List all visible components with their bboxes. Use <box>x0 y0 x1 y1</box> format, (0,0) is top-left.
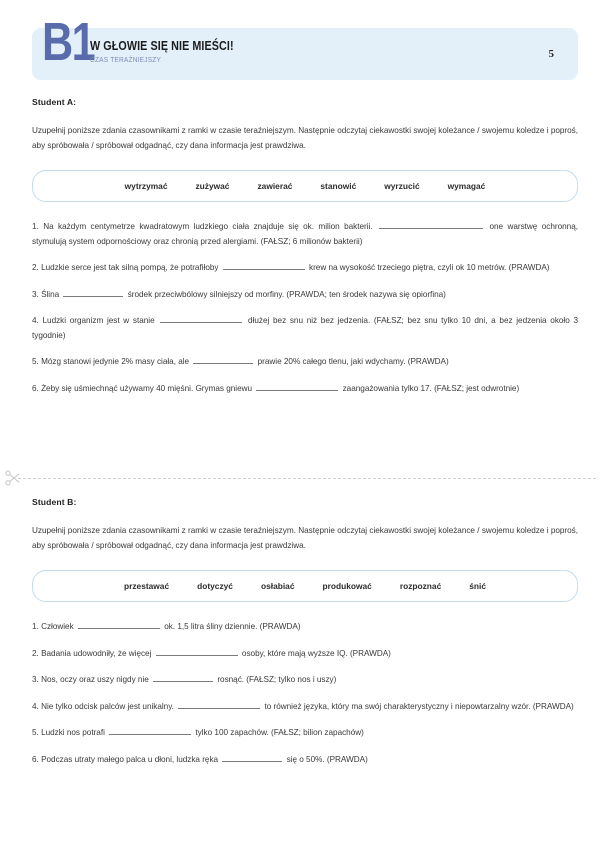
item-text-before: Ślina <box>41 289 60 299</box>
wordbank-word[interactable]: zawierać <box>257 181 293 191</box>
page-subtitle: CZAS TERAŹNIEJSZY <box>90 55 162 64</box>
item-number: 1. <box>32 222 39 231</box>
item-text-after: prawie 20% całego tlenu, jaki wdychamy. (PRAWDA) <box>257 357 449 366</box>
item-number: 4. <box>32 701 39 711</box>
wordbank-word[interactable]: produkować <box>322 581 372 591</box>
exercise-item <box>32 382 578 397</box>
item-number: 6. <box>32 754 39 764</box>
item-text-before: Nos, oczy oraz uszy nigdy nie <box>41 675 149 684</box>
answer-blank[interactable] <box>222 753 282 762</box>
item-number: 2. <box>32 648 39 658</box>
answer-blank[interactable] <box>223 261 305 270</box>
wordbank-word[interactable]: dotyczyć <box>197 581 233 591</box>
student-a-section <box>32 97 578 396</box>
item-number: 3. <box>32 289 39 299</box>
student-a-instructions: Uzupełnij poniższe zdania czasownikami z ramki w czasie teraźniejszym. Następnie odczytaj ciekawostki swojej koleżance / swojemu koledze i poproś, aby spróbowała / spróbował odgadnąć, czy dana informacja jest prawdziwa. <box>32 126 578 150</box>
student-a-items <box>32 220 578 396</box>
exercise-item <box>32 220 578 249</box>
wordbank-word[interactable]: wytrzymać <box>124 181 168 191</box>
answer-blank[interactable] <box>153 673 213 682</box>
item-number: 5. <box>32 728 39 737</box>
answer-blank[interactable] <box>78 620 160 629</box>
wordbank-word[interactable]: rozpoznać <box>399 581 442 591</box>
answer-blank[interactable] <box>109 726 191 735</box>
item-text-before: Żeby się uśmiechnąć używamy 40 mięśni. Grymas gniewu <box>41 383 253 393</box>
student-b-instructions: Uzupełnij poniższe zdania czasownikami z ramki w czasie teraźniejszym. Następnie odczytaj ciekawostki swojej koleżance / swojemu koledze i poproś, aby spróbowała / spróbował odgadnąć, czy dana informacja jest prawdziwa. <box>32 526 578 550</box>
item-text-after: środek przeciwbólowy silniejszy od morfiny. (PRAWDA; ten środek nazywa się opiorfina) <box>127 289 446 299</box>
exercise-item <box>32 647 578 662</box>
wordbank-word[interactable]: wyrzucić <box>384 181 420 191</box>
item-text-before: Podczas utraty małego palca u dłoni, ludzka ręka <box>41 754 219 764</box>
answer-blank[interactable] <box>193 355 253 364</box>
exercise-item <box>32 288 578 303</box>
item-text-after: to również języka, który ma swój charakterystyczny i niepowtarzalny wzór. (PRAWDA) <box>264 701 574 711</box>
item-number: 6. <box>32 383 39 393</box>
wordbank-word[interactable]: wymagać <box>447 181 486 191</box>
exercise-item <box>32 620 578 635</box>
item-text-after: ok. 1,5 litra śliny dziennie. (PRAWDA) <box>164 622 301 631</box>
item-number: 1. <box>32 622 39 631</box>
level-badge: B1 <box>42 12 95 72</box>
item-text-after: dłużej bez snu niż bez jedzenia. (FAŁSZ; bez snu tylko 10 dni, a bez jedzenia około 3 tygodnie) <box>32 316 578 340</box>
item-text-after: rosnąć. (FAŁSZ; tylko nos i uszy) <box>217 675 337 684</box>
item-number: 2. <box>32 263 39 272</box>
exercise-item <box>32 261 578 276</box>
student-b-items <box>32 620 578 767</box>
exercise-item <box>32 673 578 688</box>
wordbank-word[interactable]: śnić <box>469 581 487 591</box>
answer-blank[interactable] <box>178 700 260 709</box>
item-text-before: Nie tylko odcisk palców jest unikalny. <box>41 701 174 711</box>
student-a-label: Student A: <box>32 97 77 107</box>
student-b-wordbank <box>32 570 578 602</box>
item-text-after: one warstwę ochronną, stymulują system odpornościowy oraz chronią przed alergiami. (FAŁSZ; 6 milionów bakterii) <box>32 222 578 246</box>
item-text-before: Ludzki organizm jest w stanie <box>42 316 155 325</box>
exercise-item <box>32 314 578 343</box>
exercise-item <box>32 753 578 768</box>
answer-blank[interactable] <box>379 220 483 229</box>
student-b-label: Student B: <box>32 497 77 507</box>
exercise-item <box>32 726 578 741</box>
item-number: 5. <box>32 357 39 366</box>
item-text-before: Na każdym centymetrze kwadratowym ludzkiego ciała znajduje się ok. milion bakterii. <box>43 222 373 231</box>
wordbank-word[interactable]: przestawać <box>123 581 170 591</box>
item-text-after: zaangażowania tylko 17. (FAŁSZ; jest odwrotnie) <box>342 383 520 393</box>
answer-blank[interactable] <box>256 382 338 391</box>
cut-line-dashes <box>18 478 596 479</box>
cut-line <box>0 470 600 486</box>
item-number: 4. <box>32 316 39 325</box>
item-text-after: się o 50%. (PRAWDA) <box>286 754 368 764</box>
item-text-before: Człowiek <box>41 622 74 631</box>
student-a-wordbank <box>32 170 578 202</box>
header-text-group <box>90 39 257 65</box>
wordbank-word[interactable]: osłabiać <box>260 581 295 591</box>
exercise-item <box>32 700 578 715</box>
page-number: 5 <box>548 48 554 60</box>
exercise-item <box>32 355 578 370</box>
answer-blank[interactable] <box>160 314 242 323</box>
item-text-before: Ludzkie serce jest tak silną pompą, że potrafiłoby <box>41 263 219 272</box>
item-text-after: krew na wysokość trzeciego piętra, czyli ok 10 metrów. (PRAWDA) <box>309 263 550 272</box>
wordbank-word[interactable]: zużywać <box>195 181 230 191</box>
answer-blank[interactable] <box>63 288 123 297</box>
item-number: 3. <box>32 675 39 684</box>
wordbank-word[interactable]: stanowić <box>320 181 357 191</box>
item-text-after: tylko 100 zapachów. (FAŁSZ; bilion zapachów) <box>195 728 364 737</box>
item-text-before: Mózg stanowi jedynie 2% masy ciała, ale <box>41 357 190 366</box>
student-b-section <box>32 497 578 767</box>
page-header <box>32 12 578 80</box>
answer-blank[interactable] <box>156 647 238 656</box>
item-text-after: osoby, które mają wyższe IQ. (PRAWDA) <box>241 648 391 658</box>
page-title: W GŁOWIE SIĘ NIE MIEŚCI! <box>90 39 234 53</box>
item-text-before: Badania udowodniły, że więcej <box>41 648 152 658</box>
item-text-before: Ludzki nos potrafi <box>41 728 105 737</box>
